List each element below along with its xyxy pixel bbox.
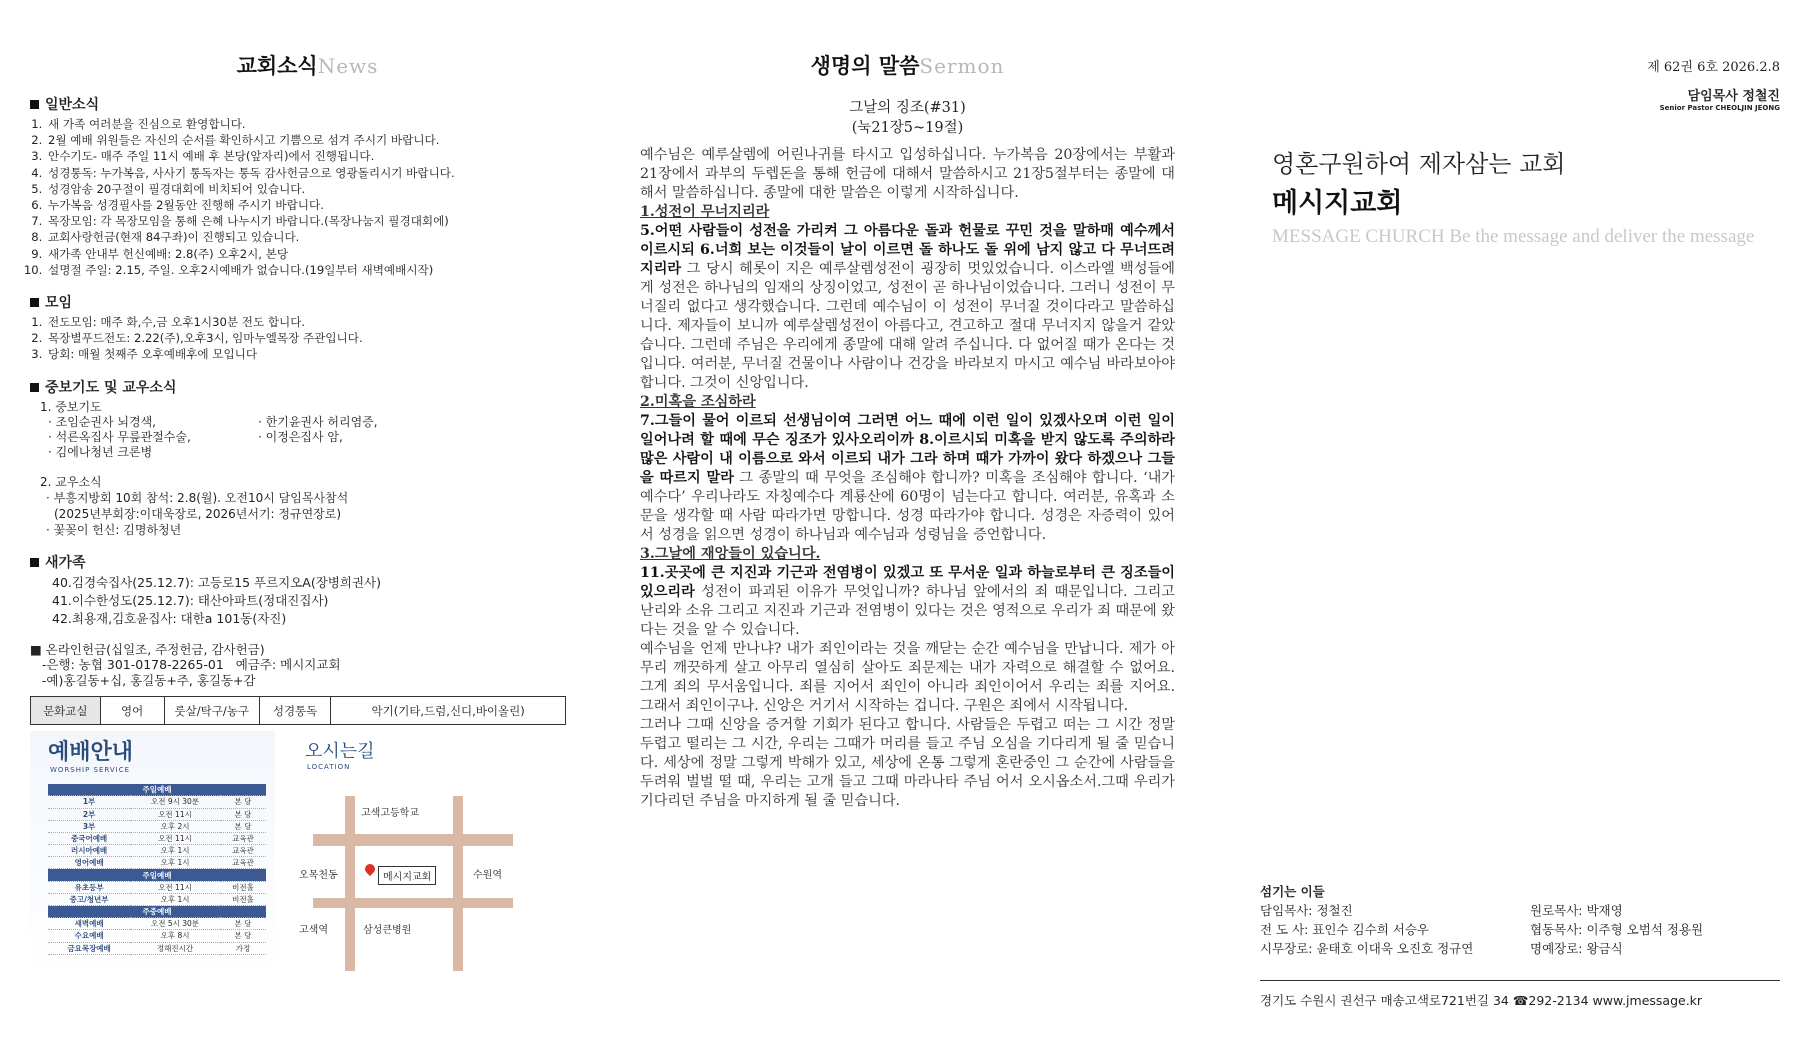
sermon-point-1-title: 1.성전이 무너지리라 [640, 204, 770, 220]
map-label-station: 고색역 [299, 925, 328, 937]
worship-info [30, 731, 575, 975]
location-panel [275, 731, 575, 975]
online-offering [30, 642, 585, 689]
sermon-paragraph: 예수님을 언제 만나냐? 내가 죄인이라는 것을 깨닫는 순간 예수님을 만납니다. 제가 아무리 깨끗하게 살고 아무리 열심히 살아도 죄문제는 내가 자력으로 해결할 수 없어요. 그게 죄의 무서움입니다. 죄를 지어서 죄인이 아니라 죄인이어서 우리는 죄를 지어요. 그래서 죄인이구나. 신앙은 거기서 시작하는 겁니다. 구원은 죄에서 시작됩니다. [640, 641, 1175, 714]
list-item: 3. 안수기도- 매주 주일 11시 예배 후 본당(앞자리)에서 진행됩니다. [46, 148, 585, 164]
prayer-heading [30, 377, 585, 397]
scripture-quote: 11.곳곳에 큰 지진과 기근과 전염병이 있겠고 또 무서운 일과 하늘로부터 큰 징조들이 있으리라 [640, 565, 1175, 600]
worship-place: 본 당 [220, 820, 266, 832]
online-line: -예)홍길동+십, 홍길동+주, 홍길동+감 [30, 672, 256, 688]
sermon-title [640, 50, 1175, 80]
worship-table [48, 784, 266, 955]
sermon-title-ko: 생명의 말씀 [810, 54, 920, 78]
worship-name: 러시아예배 [48, 845, 130, 857]
meeting-list [30, 314, 585, 363]
sermon-point-3-title: 3.그날에 재앙들이 있습니다. [640, 546, 821, 562]
member-news-line: (2025년부회장:이대욱장로, 2026년서기: 정규연장로) [54, 506, 342, 521]
table-row [48, 784, 266, 796]
worship-time: 오후 8시 [130, 930, 220, 942]
worship-place: 본 당 [220, 796, 266, 808]
staff-grid [1260, 901, 1780, 958]
worship-title-en: WORSHIP SERVICE [50, 766, 131, 775]
tab-4[interactable]: 악기(기타,드럼,신디,바이올린) [371, 703, 525, 718]
worship-place: 교육관 [220, 857, 266, 869]
table-row [48, 930, 266, 942]
staff-entry: 시무장로: 윤태호 이대욱 오진호 정규연 [1260, 941, 1474, 956]
square-bullet-icon [30, 100, 39, 109]
list-item: 3. 당회: 매월 첫째주 오후예배후에 모입니다 [46, 346, 585, 362]
worship-place: 본 당 [220, 930, 266, 942]
sermon-point-1 [640, 222, 1175, 393]
prayer-name: · 석른옥집사 무릎관절수술, [48, 429, 191, 444]
worship-place: 교육관 [220, 845, 266, 857]
map-label-church: 메시지교회 [378, 866, 436, 885]
worship-name: 금요목장예배 [48, 942, 130, 954]
meeting-heading [30, 292, 585, 312]
map-label-left: 오목천동 [299, 870, 338, 882]
worship-name: 새벽예배 [48, 918, 130, 930]
location-map [299, 786, 523, 971]
map-road [453, 796, 463, 971]
square-bullet-icon [30, 383, 39, 392]
list-item: 7. 목장모임: 각 목장모임을 통해 은혜 나누시기 바랍니다.(목장나눔지 필경대회에) [46, 213, 585, 229]
sermon-title-en: Sermon [919, 54, 1005, 78]
worship-place: 본 당 [220, 918, 266, 930]
staff-entry: 협동목사: 이주형 오범석 정용원 [1530, 922, 1704, 937]
map-label-right: 수원역 [473, 870, 502, 882]
worship-time: 오전 11시 [130, 808, 220, 820]
cover-column [1260, 0, 1780, 1039]
worship-name: 중고/청년부 [48, 893, 130, 905]
worship-group-header: 주중예배 [48, 906, 266, 918]
sermon-text: 그 종말의 때 무엇을 조심해야 합니까? 미혹을 조심해야 합니다. ‘내가 예수다’ 우리나라도 자칭예수다 계룡산에 60명이 넘는다고 합니다. 여러분, 유혹과 소문을 생각할 때 사람 따라가면 망합니다. 성경 따라가야 합니다. 성경은 자증력이 있어서 성경을 읽으면 성경이 하나님과 예수님과 성령님을 증언합니다. [640, 470, 1175, 543]
table-row [48, 893, 266, 905]
map-road [313, 834, 513, 846]
worship-time: 오전 5시 30분 [130, 918, 220, 930]
table-row [48, 869, 266, 881]
worship-name: 영어예배 [48, 857, 130, 869]
map-label-hospital: 삼성큰병원 [363, 925, 412, 937]
tab-3[interactable]: 성경통독 [260, 697, 331, 724]
table-row [48, 820, 266, 832]
worship-time: 정해진시간 [130, 942, 220, 954]
worship-time: 오후 1시 [130, 893, 220, 905]
worship-time: 오전 11시 [130, 881, 220, 893]
map-road [345, 796, 355, 971]
culture-class-tabs [30, 696, 566, 725]
sermon-reference: (눅21장5~19절) [851, 120, 964, 136]
tab-0[interactable]: 문화교실 [31, 697, 101, 724]
worship-schedule [30, 731, 275, 975]
sermon-heading [640, 98, 1175, 138]
staff-list [1260, 882, 1780, 958]
member-news [30, 490, 585, 538]
member-news-line: · 꽃꽂이 헌신: 김명하청년 [46, 522, 182, 537]
location-title: 오시는길 [305, 741, 375, 763]
prayer-name: · 김에나청년 크론병 [48, 444, 153, 459]
list-item: 6. 누가복음 성경필사를 2월동안 진행해 주시기 바랍니다. [46, 197, 585, 213]
general-list [30, 116, 585, 278]
prayer-names [30, 415, 585, 460]
staff-entry: 원로목사: 박재영 [1530, 903, 1623, 918]
prayer-sub2: 2. 교우소식 [40, 474, 102, 489]
worship-name: 2부 [48, 808, 130, 820]
worship-time: 오후 1시 [130, 857, 220, 869]
prayer-name: · 이정은집사 암, [258, 429, 343, 444]
sermon-intro: 예수님은 예루살렘에 어린나귀를 타시고 입성하십니다. 누가복음 20장에서는 부활과 21장에서 과부의 두렙돈을 통해 헌금에 대해서 말씀하시고 21장5절부터는 종말에 대해서 말씀하십니다. 종말에 대한 말씀은 이렇게 시작하십니다. [640, 147, 1175, 201]
church-name-en: MESSAGE CHURCH Be the message and deliver the message [1272, 226, 1755, 247]
sermon-point-2 [640, 412, 1175, 545]
meeting-heading-text: 모임 [45, 295, 73, 312]
table-row [48, 845, 266, 857]
sermon-text: 그 당시 헤롯이 지은 예루살렘성전이 굉장히 멋있었습니다. 이스라엘 백성들에게 성전은 하나님의 임재의 상징이었고, 성전이 곧 하나님이었습니다. 그러니 성전이 무너질리 없다고 생각했습니다. 그런데 예수님이 이 성전이 무너질 것이다라고 말씀하십니다. 제자들이 보니까 예루살렘성전이 아름다고, 견고하고 절대 무너지지 않을거 같았습니다. 그런데 주님은 우리에게 종말에 대해 알려 주십니다. 다 없어질 때가 온다는 것입니다. 여러분, 무너질 건물이나 사람이나 건강을 바라보지 마시고 예수님 바라보아야 합니다. 그것이 신앙입니다. [640, 261, 1175, 391]
table-row [48, 881, 266, 893]
newcomer-line: 42.최용재,김호윤집사: 대한a 101동(자진) [52, 610, 287, 626]
worship-time: 오전 9시 30분 [130, 796, 220, 808]
table-row [48, 942, 266, 954]
location-title-en: LOCATION [307, 763, 351, 772]
newcomers-heading-text: 새가족 [45, 554, 86, 571]
staff-entry: 담임목사: 정철진 [1260, 903, 1353, 918]
newcomer-line: 41.이수한성도(25.12.7): 태산아파트(정대진집사) [52, 592, 329, 608]
worship-group-header: 주일예배 [48, 869, 266, 881]
worship-name: 수요예배 [48, 930, 130, 942]
issue-number: 제 62권 6호 2026.2.8 [1647, 60, 1780, 75]
worship-name: 3부 [48, 820, 130, 832]
news-column [30, 0, 585, 975]
worship-title: 예배안내 [48, 740, 134, 766]
list-item: 4. 성경통독: 누가복음, 사사기 통독자는 통독 감사헌금으로 영광돌리시기 바랍니다. [46, 165, 585, 181]
worship-name: 1부 [48, 796, 130, 808]
member-news-line: · 부흥지방회 10회 참석: 2.8(월). 오전10시 담임목사참석 [46, 490, 349, 505]
list-item: 2. 목장별푸드전도: 2.22(주),오후3시, 임마누엘목장 주관입니다. [46, 330, 585, 346]
worship-time: 오후 1시 [130, 845, 220, 857]
list-item: 8. 교회사랑헌금(현재 84구좌)이 진행되고 있습니다. [46, 229, 585, 245]
table-row [48, 832, 266, 844]
tab-1[interactable]: 영어 [101, 697, 165, 724]
scripture-quote: 5.어떤 사람들이 성전을 가리켜 그 아름다운 돌과 헌물로 꾸민 것을 말하매 예수께서 이르시되 6.너희 보는 이것들이 날이 이르면 돌 하나도 돌 위에 남지 않고 다 무너뜨려지리라 [640, 223, 1175, 277]
square-bullet-icon [30, 558, 39, 567]
senior-pastor-en: Senior Pastor CHEOLJIN JEONG [1659, 104, 1780, 112]
map-pin-icon [363, 862, 377, 876]
scripture-quote: 7.그들이 물어 이르되 선생님이여 그러면 어느 때에 이런 일이 있겠사오며 이런 일이 일어나려 할 때에 무슨 징조가 있사오리이까 8.이르시되 미혹을 받지 않도록 주의하라 많은 사람이 내 이름으로 와서 이르되 내가 그라 하며 때가 가까이 왔다 하겠으나 그들을 따르지 말라 [640, 413, 1175, 486]
worship-place: 비전홀 [220, 893, 266, 905]
senior-pastor: 담임목사 정철진 [1687, 89, 1780, 104]
list-item: 1. 전도모임: 매주 화,수,금 오후1시30분 전도 합니다. [46, 314, 585, 330]
newcomers-heading [30, 552, 585, 572]
table-row [48, 857, 266, 869]
map-label-school: 고색고등학교 [361, 808, 419, 820]
sermon-paragraph: 그러나 그때 신앙을 증거할 기회가 된다고 합니다. 사람들은 두렵고 떠는 그 시간 정말 두렵고 떨리는 그 시간, 우리는 그때가 머리를 들고 주님 오심을 기다리게 될 줄 믿습니다. 세상에 정말 그렇게 박해가 있고, 세상에 온통 그렇게 혼란중인 그 순간에 사람들을 두려워 벌벌 떨 때, 우리는 고개 들고 그때 마라나타 주님 어서 오시옵소서.그때 우리가 기다리던 주님을 마지하게 될 줄 믿습니다. [640, 717, 1175, 809]
church-address: 경기도 수원시 권선구 매송고색로721번길 34 ☎292-2134 www.jmessage.kr [1260, 980, 1780, 1009]
list-item: 5. 성경암송 20구절이 필경대회에 비치되어 있습니다. [46, 181, 585, 197]
prayer-name: · 조임순권사 뇌경색, [48, 414, 156, 429]
online-line: ■ 온라인헌금(십일조, 주정헌금, 감사헌금) [30, 641, 265, 657]
general-heading [30, 94, 585, 114]
table-row [48, 808, 266, 820]
sermon-point-2-title: 2.미혹을 조심하라 [640, 394, 756, 410]
staff-entry: 전 도 사: 표인수 김수희 서승우 [1260, 922, 1429, 937]
sermon-point-3 [640, 564, 1175, 640]
prayer-name: · 한기윤권사 허리염증, [258, 414, 378, 429]
worship-place: 비전홀 [220, 881, 266, 893]
newcomer-line: 40.김경숙집사(25.12.7): 고등로15 푸르지오A(장병희권사) [52, 574, 381, 590]
table-row [48, 796, 266, 808]
newcomers-list [30, 574, 585, 628]
list-item: 1. 새 가족 여러분을 진심으로 환영합니다. [46, 116, 585, 132]
worship-place: 가정 [220, 942, 266, 954]
general-heading-text: 일반소식 [45, 97, 100, 113]
prayer-sub1: 1. 중보기도 [40, 399, 102, 414]
sermon-text: 성전이 파괴된 이유가 무엇입니까? 하나님 앞에서의 죄 때문입니다. 그리고 난리와 소유 그리고 지진과 기근과 전염병이 있다는 것은 영적으로 우리가 죄 때문에 왔다는 것을 알 수 있습니다. [640, 584, 1175, 638]
church-slogan: 영혼구원하여 제자삼는 교회 [1272, 150, 1566, 178]
worship-group-header: 주일예배 [48, 784, 266, 796]
worship-place: 본 당 [220, 808, 266, 820]
church-name: 메시지교회 [1272, 188, 1403, 219]
worship-name: 유초등부 [48, 881, 130, 893]
news-title [30, 50, 585, 80]
prayer-heading-text: 중보기도 및 교우소식 [45, 379, 177, 396]
map-road [313, 898, 513, 908]
sermon-column [640, 0, 1175, 811]
news-title-ko: 교회소식 [236, 54, 318, 78]
news-title-en: News [317, 54, 379, 78]
tab-2[interactable]: 룻살/탁구/농구 [165, 697, 260, 724]
list-item: 2. 2월 예배 위원들은 자신의 순서를 확인하시고 기쁨으로 섬겨 주시기 바랍니다. [46, 132, 585, 148]
table-row [48, 906, 266, 918]
list-item: 10. 설명절 주일: 2.15, 주일. 오후2시예배가 없습니다.(19일부터 새벽예배시작) [46, 262, 585, 278]
prayer-name [258, 445, 458, 460]
sermon-body [640, 146, 1175, 811]
staff-entry: 명예장로: 왕금식 [1530, 941, 1623, 956]
worship-place: 교육관 [220, 832, 266, 844]
worship-time: 오후 2시 [130, 820, 220, 832]
worship-time: 오전 11시 [130, 832, 220, 844]
worship-name: 중국어예배 [48, 832, 130, 844]
staff-title: 섬기는 이들 [1260, 884, 1325, 899]
list-item: 9. 새가족 안내부 헌신예배: 2.8(주) 오후2시, 본당 [46, 246, 585, 262]
online-line: -은행: 농협 301-0178-2265-01 예금주: 메시지교회 [30, 657, 341, 673]
square-bullet-icon [30, 298, 39, 307]
table-row [48, 918, 266, 930]
sermon-heading-text: 그날의 징조(#31) [849, 100, 966, 116]
